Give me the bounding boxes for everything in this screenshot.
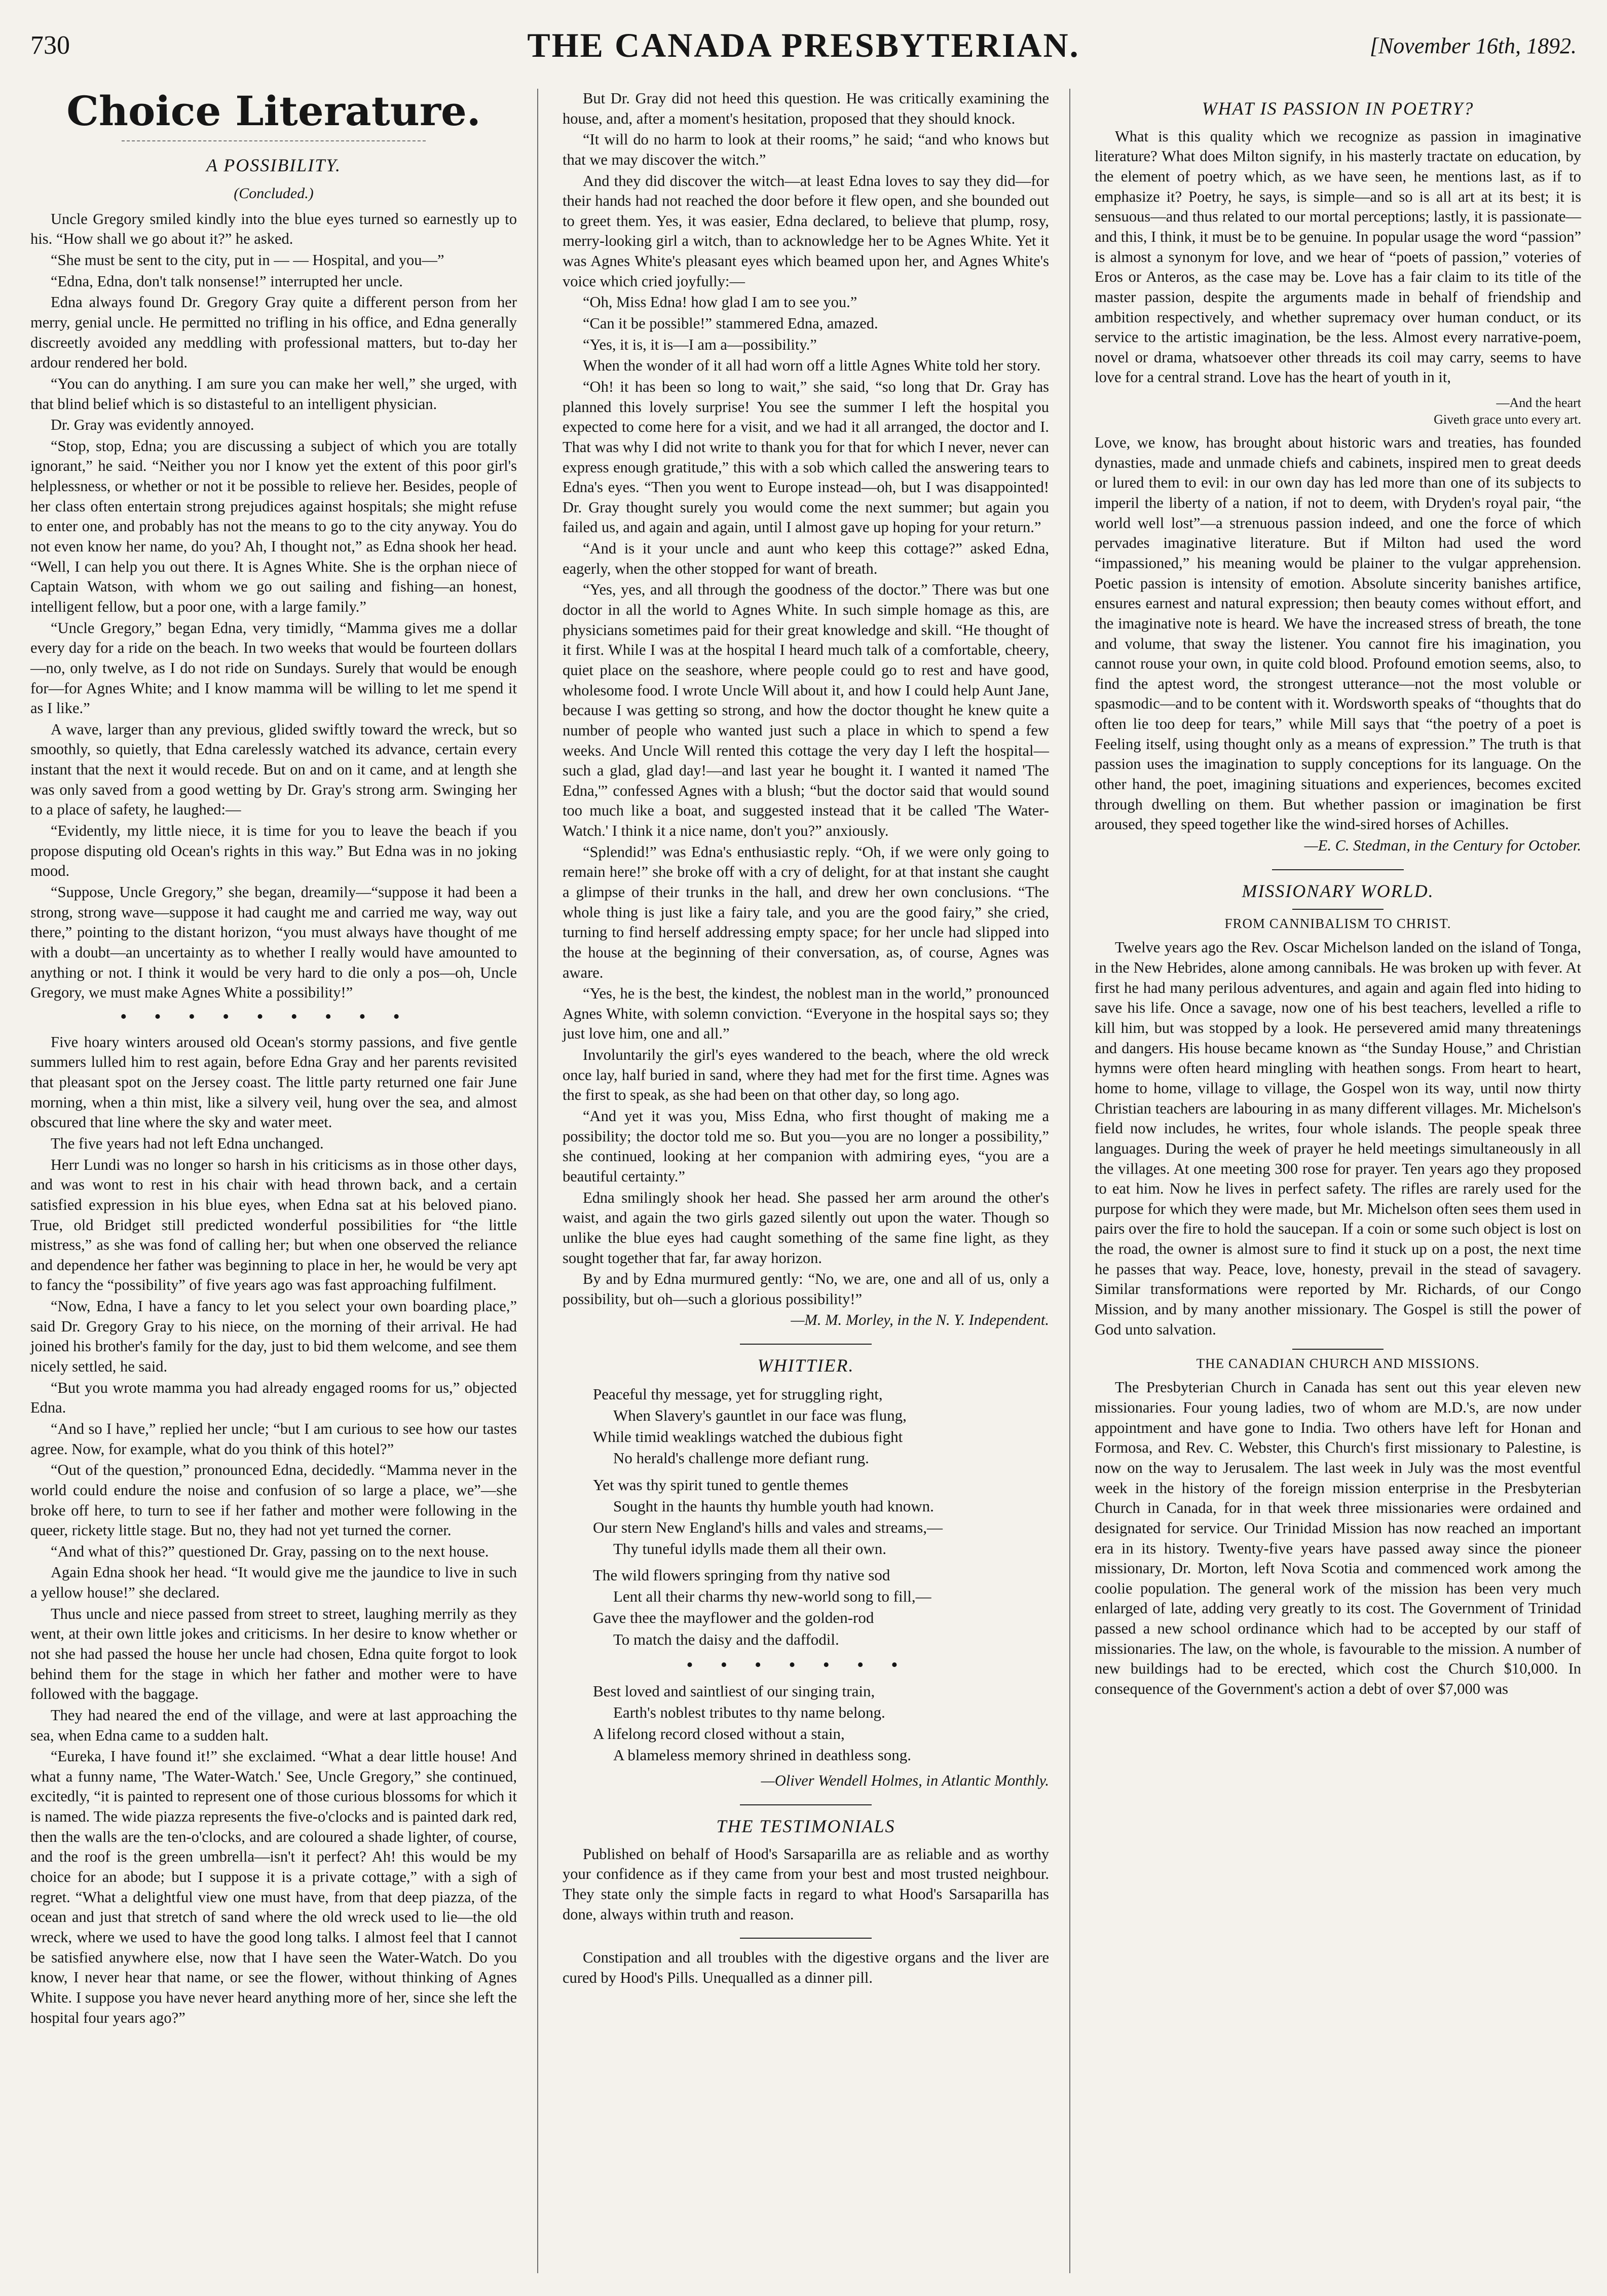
- section-break-dots: •••••••: [686, 1654, 925, 1676]
- story-paragraph: “Evidently, my little niece, it is time for you to leave the beach if you propose disputing old Ocean's rights in this way.” But Edna was in no joking mood.: [30, 822, 517, 880]
- column-right: [1095, 89, 1581, 1700]
- poem-line: When Slavery's gauntlet in our face was flung,: [613, 1406, 907, 1425]
- story-paragraph: “Now, Edna, I have a fancy to let you select your own boarding place,” said Dr. Gregory Gray to his niece, on the morning of their arrival. He had joined his brother's family for the day, just to bid them welcome, and see them nicely settled, he said.: [30, 1298, 517, 1376]
- poem-line: A lifelong record closed without a stain,: [593, 1725, 845, 1743]
- poem-title: WHITTIER.: [757, 1355, 854, 1376]
- story-paragraph: “You can do anything. I am sure you can make her well,” she urged, with that blind belief which is so distasteful to an intelligent physician.: [30, 375, 517, 413]
- advert-title: THE TESTIMONIALS: [716, 1816, 895, 1837]
- story-paragraph: “Uncle Gregory,” began Edna, very timidly, “Mamma gives me a dollar every day for a ride on the beach. In two weeks that would be fourteen dollars—no, only twelve, as I do not ride on Sundays. Surely that would be enough for—for Agnes White; and I know mamma will be willing to let me spend it as I like.”: [30, 619, 517, 717]
- poem-line: Thy tuneful idylls made them all their own.: [613, 1539, 886, 1558]
- story-paragraph: “But you wrote mamma you had already engaged rooms for us,” objected Edna.: [30, 1379, 517, 1417]
- story-paragraph: By and by Edna murmured gently: “No, we are, one and all of us, only a possibility, but oh—such a glorious possibility!”: [563, 1270, 1049, 1308]
- story-paragraph: Edna always found Dr. Gregory Gray quite a different person from her merry, genial uncle. He permitted no trifling in his office, and Edna generally discreetly avoided any meddling with professional matters, but to-day her ardour rendered her bold.: [30, 293, 517, 372]
- story-paragraph: “Out of the question,” pronounced Edna, decidedly. “Mamma never in the world could endure the noise and confusion of so large a place, we”—she broke off here, to turn to see if her father and mother were following in the queer, rickety little stage. But no, they had not yet turned the corner.: [30, 1461, 517, 1539]
- story-paragraph: Again Edna shook her head. “It would give me the jaundice to live in such a yellow house!” she declared.: [30, 1564, 517, 1602]
- story-paragraph: Edna smilingly shook her head. She passed her arm around the other's waist, and again the two girls gazed silently out upon the water. Though so unlike the blue eyes had caught something of the same fine light, as they sought together that far, far away horizon.: [563, 1189, 1049, 1267]
- story-paragraph: The five years had not left Edna unchanged.: [51, 1134, 324, 1152]
- column-middle: [563, 89, 1049, 1989]
- article-paragraph: The Presbyterian Church in Canada has sent out this year eleven new missionaries. Four young ladies, two of whom are M.D.'s, are now under appointment and have gone to India. Two others have left for Honan and Formosa, and Rev. C. Webster, this Church's first missionary to Palestine, is now on the way to Jerusalem. The last week in July was the most eventful week in the history of the foreign mission enterprise in the Presbyterian Church in Canada, for in that week three missionaries were ordained and designated for service. Our Trinidad Mission has now reached an important era in its history. Twenty-five years have passed away since the pioneer missionary, Dr. Morton, left Nova Scotia and commenced work among the coolie population. The general work of the mission has been very much enlarged of late, adding very greatly to its cost. The Government of Trinidad passed a new school ordinance which had to be accepted by our staff of missionaries. The law, on the whole, is favourable to the mission. A number of new buildings had to be erected, which cost the Church $10,000. In consequence of the Government's action a debt of over $7,000 was: [1095, 1379, 1581, 1697]
- section-masthead: Choice Literature.: [66, 87, 481, 135]
- poem-line: No herald's challenge more defiant rung.: [613, 1449, 869, 1467]
- poem-line: While timid weaklings watched the dubious fight: [593, 1428, 903, 1446]
- poem-stanza: [593, 1565, 1049, 1650]
- poem-stanza: [593, 1474, 1049, 1560]
- story-paragraph: When the wonder of it all had worn off a little Agnes White told her story.: [583, 357, 1041, 375]
- section-rule: [740, 1938, 872, 1939]
- story-paragraph: “Yes, it is, it is—I am a—possibility.”: [583, 336, 817, 353]
- article-heading: THE CANADIAN CHURCH AND MISSIONS.: [1196, 1356, 1480, 1372]
- story-paragraph: “Edna, Edna, don't talk nonsense!” interrupted her uncle.: [51, 272, 403, 290]
- poem-line: Yet was thy spirit tuned to gentle themes: [593, 1475, 848, 1494]
- poem-line: Our stern New England's hills and vales and streams,—: [593, 1518, 943, 1536]
- story-paragraph: But Dr. Gray did not heed this question. He was critically examining the house, and, after a moment's hesitation, proposed that they should knock.: [563, 90, 1049, 127]
- poem-line: Lent all their charms thy new-world song to fill,—: [613, 1587, 931, 1606]
- story-paragraph: “Stop, stop, Edna; you are discussing a subject of which you are totally ignorant,” he said. “Neither you nor I know yet the extent of this poor girl's helplessness, or whether or not it be possible to relieve her. Besides, people of her class often entertain strong prejudices against hospitals; she might refuse to enter one, and probably has not the means to go to the city anyway. You do not even know her name, do you? Ah, I thought not,” as Edna shook her head. “Well, I can help you out there. It is Agnes White. She is the orphan niece of Captain Watson, with whom we go out sailing and fishing—an honest, intelligent fellow, but a poor one, with a large family.”: [30, 437, 517, 615]
- story-paragraph: “And so I have,” replied her uncle; “but I am curious to see how our tastes agree. Now, for example, what do you think of this hotel?”: [30, 1420, 517, 1458]
- story-status: (Concluded.): [234, 184, 314, 202]
- story-title: A POSSIBILITY.: [206, 155, 342, 175]
- story-paragraph: “She must be sent to the city, put in — — Hospital, and you—”: [51, 251, 444, 269]
- poem-stanza: [593, 1384, 1049, 1469]
- section-rule: [1272, 869, 1404, 870]
- column-left: [30, 89, 517, 2029]
- advert-text: Constipation and all troubles with the digestive organs and the liver are cured by Hood's Pills. Unequalled as a dinner pill.: [563, 1949, 1049, 1987]
- masthead-rule: [122, 140, 426, 141]
- story-paragraph: “And what of this?” questioned Dr. Gray, passing on to the next house.: [51, 1542, 489, 1560]
- poem-line: Gave thee the mayflower and the golden-rod: [593, 1609, 874, 1627]
- story-paragraph: “Oh! it has been so long to wait,” she said, “so long that Dr. Gray has planned this lovely surprise! You see the summer I left the hospital you expected to come here for a visit, and we had it all arranged, the doctor and I. That was why I did not write to thank you for that for which I never, never can express enough gratitude,” this with a sob which called the answering tears to Edna's eyes. “Then you went to Europe instead—oh, but I was disappointed! Dr. Gray thought surely you would come the next summer; but again you failed us, and again and again, until I almost gave up hoping for your return.”: [563, 378, 1049, 536]
- article-heading: FROM CANNIBALISM TO CHRIST.: [1224, 916, 1451, 932]
- section-break-dots: •••••••••: [120, 1006, 427, 1027]
- story-attribution: —M. M. Morley, in the N. Y. Independent.: [791, 1311, 1049, 1329]
- poem-line: The wild flowers springing from thy native sod: [593, 1566, 890, 1584]
- quoted-verse: [1095, 395, 1581, 428]
- page-number: 730: [30, 31, 70, 60]
- poem-line: Earth's noblest tributes to thy name belong.: [613, 1703, 885, 1721]
- story-paragraph: “Eureka, I have found it!” she exclaimed. “What a dear little house! And what a funny name, 'The Water-Watch.' See, Uncle Gregory,” she continued, excitedly, “it is painted to represent one of those curious blossoms for which it is named. The wide piazza represents the five-o'clocks and is painted dark red, then the walls are the ten-o'clocks, and are coloured a shade lighter, of course, and the roof is the green umbrella—isn't it perfect? Ah! this would be my choice for an abode; but I suppose it is a private cottage,” with a sigh of regret. “What a delightful view one must have, from that deep piazza, of the ocean and just that stretch of sand where the old wreck used to lie—the old wreck, where we used to have the good long talks. I almost feel that I cannot be satisfied anywhere else, now that I have seen the Water-Watch. Do you know, I never hear that name, or see the flower, without thinking of Agnes White. I suppose you have never heard anything more of her, since she left the hospital four years ago?”: [30, 1748, 517, 2026]
- poem-attribution: —Oliver Wendell Holmes, in Atlantic Monthly.: [761, 1772, 1049, 1790]
- poem-line: Best loved and saintliest of our singing train,: [593, 1682, 875, 1700]
- essay-title: WHAT IS PASSION IN POETRY?: [1202, 98, 1474, 119]
- story-paragraph: “Suppose, Uncle Gregory,” she began, dreamily—“suppose it had been a strong, strong wave—suppose it had caught me and carried me way, way out there,” pointing to the distant horizon, “you must always have thought of me with a doubt—an uncertainty as to whether I really would have amounted to anything or not. I think it would be very hard to die only a pos—oh, Uncle Gregory, we must make Agnes White a possibility!”: [30, 883, 517, 1002]
- essay-paragraph: What is this quality which we recognize as passion in imaginative literature? What does Milton signify, in his masterly tractate on education, by the element of poetry which, as we have seen, he mentions last, as if to emphasize it? Poetry, he says, is simple—and so is all art at its best; it is sensuous—and thus related to our mortal perceptions; lastly, it is passionate—and this, I think, it must be to be genuine. In popular usage the word “passion” is almost a synonym for love, and we hear of “poets of passion,” voteries of Eros or Anteros, as the case may be. Love has a fair claim to its title of the master passion, despite the arguments made in behalf of friendship and ambition respectively, and whether supremacy over human conduct, or its service to the artistic imagination, be the less. Almost every narrative-poem, novel or drama, whatsoever other threads its coil may carry, seems to have love for a central strand. Love has the heart of youth in it,: [1095, 127, 1581, 386]
- poem-stanza: [593, 1681, 1049, 1766]
- story-paragraph: “Yes, yes, and all through the goodness of the doctor.” There was but one doctor in all the world to Agnes White. In such simple homage as this, are physicians sometimes paid for their great knowledge and skill. “He thought of it first. While I was at the hospital I heard much talk of a comfortable, cheery, quiet place on the seashore, where people could go to rest and have good, wholesome food. I wrote Uncle Will about it, and how I could help Aunt Jane, because I was getting so strong, and how the doctor thought he knew quite a number of people who wanted just such a place in which to spend a few weeks. And Uncle Will rented this cottage the very day I left the hospital—such a glad, glad day!—and last year he bought it. I wanted it named 'The Edna,'” confessed Agnes with a blush; “but the doctor said that would sound too much like a boat, and suggested instead that it be called 'The Water-Watch.' I think it a nice name, don't you?” anxiously.: [563, 581, 1049, 840]
- story-paragraph: “And is it your uncle and aunt who keep this cottage?” asked Edna, eagerly, when the other stopped for want of breath.: [563, 540, 1049, 577]
- column-divider: [1069, 89, 1070, 2273]
- essay-attribution: —E. C. Stedman, in the Century for October.: [1304, 836, 1581, 854]
- heading-rule: [1292, 909, 1384, 910]
- story-paragraph: “It will do no harm to look at their rooms,” he said; “and who knows but that we may discover the witch.”: [563, 131, 1049, 168]
- story-paragraph: A wave, larger than any previous, glided swiftly toward the wreck, but so smoothly, so quietly, that Edna carelessly watched its advance, certain every instant that the next it would recede. But on and on it came, and at length she was only saved from a good wetting by Dr. Gray's strong arm. Swinging her to a place of safety, he laughed:—: [30, 720, 517, 819]
- story-paragraph: “And yet it was you, Miss Edna, who first thought of making me a possibility; the doctor told me so. But you—you are no longer a possibility,” she continued, looking at her companion with admiring eyes, “you are a beautiful certainty.”: [563, 1107, 1049, 1185]
- issue-date: [November 16th, 1892.: [1369, 33, 1577, 58]
- quote-line: Giveth grace unto every art.: [1434, 412, 1581, 427]
- poem-line: Peaceful thy message, yet for struggling right,: [593, 1385, 883, 1403]
- story-paragraph: “Splendid!” was Edna's enthusiastic reply. “Oh, if we were only going to remain here!” she broke off with a cry of delight, for at that instant she caught a glimpse of their trunks in the hall, and drew her own conclusions. “The whole thing is just like a fairy tale, and you are the good fairy,” she cried, turning to find herself addressing empty space; for her uncle had slipped into the house at the beginning of their conversation, as, of course, Agnes was aware.: [563, 843, 1049, 981]
- poem-line: To match the daisy and the daffodil.: [613, 1630, 839, 1648]
- section-rule: [740, 1344, 872, 1345]
- section-heading: MISSIONARY WORLD.: [1242, 880, 1434, 901]
- story-paragraph: “Oh, Miss Edna! how glad I am to see you.”: [583, 293, 857, 311]
- newspaper-title: THE CANADA PRESBYTERIAN.: [527, 26, 1080, 64]
- story-paragraph: And they did discover the witch—at least Edna loves to say they did—for their hands had not reached the door before it flew open, and she bounded out to greet them. Yes, it was easier, Edna declared, to believe that plump, rosy, merry-looking girl a witch, than to acknowledge her to be Agnes White. Yet it was Agnes White's pleasant eyes which beamed upon her, and Agnes White's voice which cried joyfully:—: [563, 172, 1049, 290]
- story-paragraph: “Can it be possible!” stammered Edna, amazed.: [583, 315, 878, 332]
- poem-line: Sought in the haunts thy humble youth had known.: [613, 1497, 934, 1515]
- story-paragraph: Dr. Gray was evidently annoyed.: [51, 416, 254, 434]
- section-rule: [1292, 1349, 1384, 1350]
- poem-line: A blameless memory shrined in deathless song.: [613, 1746, 912, 1764]
- essay-paragraph: Love, we know, has brought about historic wars and treaties, has founded dynasties, made and unmade chiefs and cabinets, inspired men to great deeds or lured them to evil: in our own day has led more than one of its subjects to imperil the liberty of a nation, if not to deem, with Dryden's royal pair, “the world well lost”—a strenuous passion indeed, and one the force of which pervades imaginative literature. But if Milton had used the word “impassioned,” his meaning would be plainer to the vulgar apprehension. Poetic passion is intensity of emotion. Absolute sincerity banishes artifice, ensures earnest and natural expression; then beauty comes without effort, and the imaginative note is heard. We have the increased stress of breath, the tone and volume, that sway the listener. You cannot fire his imagination, you cannot rouse your own, in quite cold blood. Profound emotion seems, also, to find the aptest word, the strongest utterance—not the most voluble or spasmodic—and to be content with it. Wordsworth speaks of “thoughts that do often lie too deep for tears,” while Mill says that “the poetry of a poet is Feeling itself, using thought only as a means of expression.” The truth is that passion uses the imagination to supply conceptions for its language. On the other hand, the poet, imagining situations and experiences, becomes excited through dwelling on them. But whether passion or imagination be first aroused, they speed together like the wind-sired horses of Achilles.: [1095, 434, 1581, 833]
- story-paragraph: “Yes, he is the best, the kindest, the noblest man in the world,” pronounced Agnes White, with solemn conviction. “Everyone in the hospital says so; they just love him, one and all.”: [563, 985, 1049, 1043]
- page-header: [30, 20, 1577, 71]
- quote-line: —And the heart: [1496, 395, 1581, 411]
- story-paragraph: Herr Lundi was no longer so harsh in his criticisms as in those other days, and was wont to rest in his chair with head thrown back, and a certain satisfied expression in his blue eyes, when Edna sat at his beloved piano. True, old Bridget still predicted wonderful possibilities for “the little mistress,” as she was fond of calling her; but when one observed the reliance and dependence her father was beginning to place in her, he would be very apt to fancy the “possibility” of five years ago was fast approaching fulfilment.: [30, 1156, 517, 1294]
- column-divider: [537, 89, 538, 2273]
- story-paragraph: Involuntarily the girl's eyes wandered to the beach, where the old wreck once lay, half buried in sand, where they had met for the first time. Agnes was the first to speak, as she had been on that other day, so long ago.: [563, 1046, 1049, 1104]
- story-paragraph: They had neared the end of the village, and were at last approaching the sea, when Edna came to a sudden halt.: [30, 1706, 517, 1744]
- section-rule: [740, 1804, 872, 1805]
- story-paragraph: Uncle Gregory smiled kindly into the blue eyes turned so earnestly up to his. “How shall we go about it?” he asked.: [30, 210, 517, 248]
- advert-text: Published on behalf of Hood's Sarsaparilla are as reliable and as worthy your confidence as if they came from your best and most trusted neighbour. They state only the simple facts in regard to what Hood's Sarsaparilla has done, always within truth and reason.: [563, 1845, 1049, 1923]
- story-paragraph: Five hoary winters aroused old Ocean's stormy passions, and five gentle summers lulled him to rest again, before Edna Gray and her parents revisited that pleasant spot on the Jersey coast. The little party returned one fair June morning, when a thin mist, like a silvery veil, hung over the sea, and almost obscured that line where the sky and water meet.: [30, 1033, 517, 1131]
- story-paragraph: Thus uncle and niece passed from street to street, laughing merrily as they went, at their own little jokes and criticisms. In her desire to know whether or not she had passed the house her uncle had chosen, Edna quite forgot to look behind them for the stage in which her father and mother were to have followed with the baggage.: [30, 1605, 517, 1703]
- article-paragraph: Twelve years ago the Rev. Oscar Michelson landed on the island of Tonga, in the New Hebrides, alone among cannibals. He was broken up with fever. At first he had many perilous adventures, and again and again fled into hiding to save his life. Once a savage, now one of his best teachers, levelled a rifle to kill him, but was stopped by a look. He persevered amid many threatenings and dangers. His house became known as “the Sunday House,” and Christian hymns were often heard mingling with heathen songs. From heart to heart, home to home, village to village, the Gospel won its way, until now thirty Christian teachers are labouring in as many different villages. Mr. Michelson's field now includes, he writes, four whole islands. The people speak three languages. During the week of prayer he held meetings simultaneously in all the villages. At one meeting 300 rose for prayer. Ten years ago they proposed to eat him. Now he lives in perfect safety. The rifles are rarely used for the purpose for which they were made, but Mr. Michelson often sees them used in pairs over the fire to hold the saucepan. If a coin or some such object is lost on the road, the owner is almost sure to find it stuck up on a post, the next time he passes that way. Peace, love, honesty, prevail in the stead of savagery. Similar transformations were reported by Mr. Richards, of our Congo Mission, and by many another missionary. The Gospel is still the power of God unto salvation.: [1095, 939, 1581, 1338]
